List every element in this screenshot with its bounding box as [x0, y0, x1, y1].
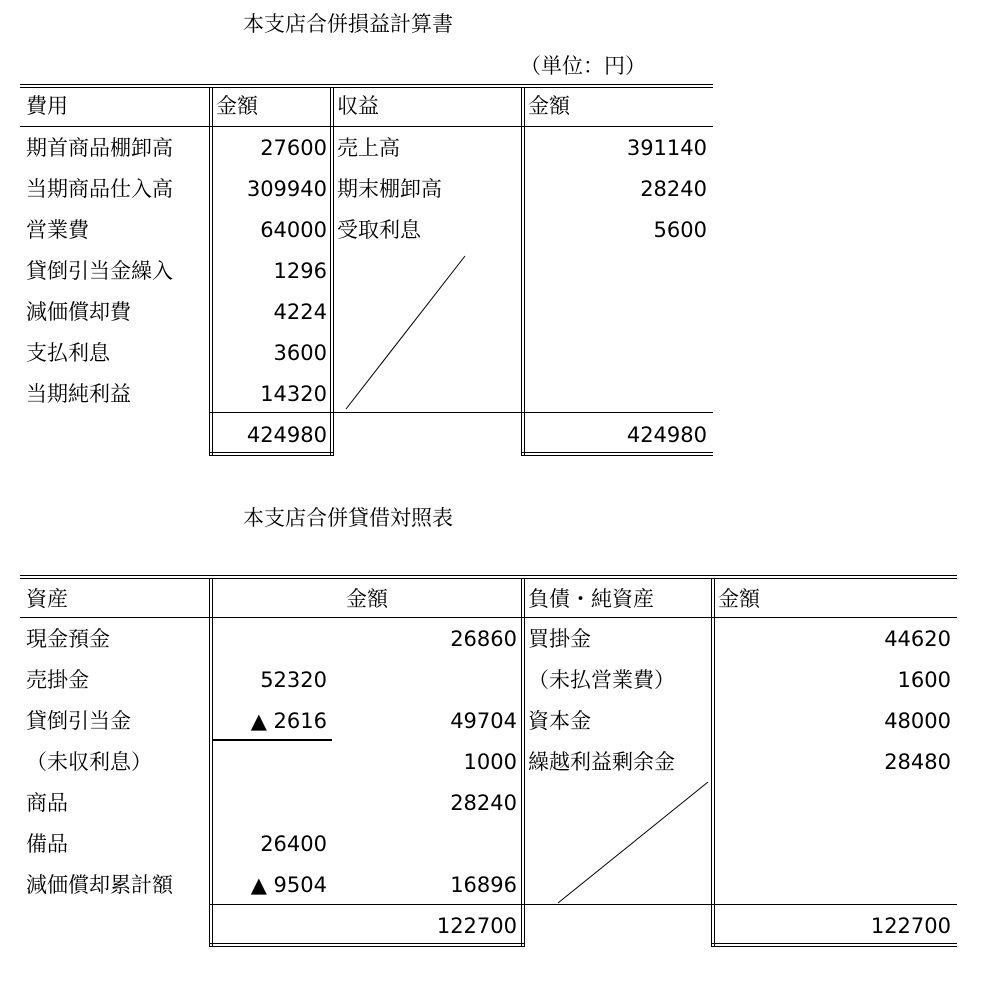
pl-expense-amount: 1296 [273, 259, 327, 283]
pl-revenue-amount: 391140 [626, 136, 707, 160]
bs-asset-label: 貸倒引当金 [26, 709, 131, 733]
pl-expense-amount: 64000 [260, 218, 327, 242]
pl-unit-label: （単位：円） [520, 54, 646, 78]
pl-revenue-label: 期末棚卸高 [337, 177, 442, 201]
pl-header-revenue: 収益 [337, 94, 379, 118]
pl-header-amount: 金額 [528, 94, 570, 118]
bs-title: 本支店合併貸借対照表 [243, 506, 453, 530]
bs-liability-amount: 44620 [884, 627, 951, 651]
pl-expense-amount: 14320 [260, 382, 327, 406]
bs-liability-amount: 1600 [897, 668, 951, 692]
bs-liability-amount: 28480 [884, 750, 951, 774]
pl-expense-label: 貸倒引当金繰入 [26, 259, 173, 283]
bs-asset-sub: ▲ 2616 [250, 709, 327, 733]
bs-liability-amount: 48000 [884, 709, 951, 733]
bs-asset-label: 売掛金 [26, 668, 89, 692]
bs-header-liabilities: 負債・純資産 [528, 587, 654, 611]
bs-asset-sub: ▲ 9504 [250, 873, 327, 897]
bs-asset-label: 減価償却累計額 [26, 873, 173, 897]
bs-total-right: 122700 [870, 914, 951, 938]
bs-asset-amount: 28240 [450, 791, 517, 815]
pl-expense-amount: 4224 [273, 300, 327, 324]
pl-revenue-amount: 5600 [653, 218, 707, 242]
bs-asset-label: 備品 [26, 832, 68, 856]
bs-liability-label: （未払営業費） [528, 668, 675, 692]
bs-asset-amount: 26860 [450, 627, 517, 651]
pl-expense-label: 期首商品棚卸高 [26, 136, 173, 160]
pl-expense-label: 減価償却費 [26, 300, 131, 324]
pl-diagonal-line [346, 256, 465, 409]
pl-expense-label: 当期純利益 [26, 382, 131, 406]
bs-header-amount: 金額 [718, 587, 760, 611]
pl-header-amount: 金額 [216, 94, 258, 118]
bs-asset-label: 商品 [26, 791, 68, 815]
bs-asset-sub: 26400 [260, 832, 327, 856]
bs-asset-label: 現金預金 [26, 627, 110, 651]
bs-total-left: 122700 [436, 914, 517, 938]
bs-liability-label: 繰越利益剰余金 [528, 750, 675, 774]
pl-expense-label: 営業費 [26, 218, 89, 242]
bs-asset-amount: 16896 [450, 873, 517, 897]
bs-asset-amount: 1000 [463, 750, 517, 774]
bs-liability-label: 資本金 [528, 709, 591, 733]
pl-expense-amount: 27600 [260, 136, 327, 160]
pl-revenue-label: 受取利息 [337, 218, 421, 242]
pl-expense-amount: 309940 [246, 177, 327, 201]
bs-header-assets: 資産 [26, 587, 68, 611]
pl-total-right: 424980 [626, 423, 707, 447]
pl-revenue-amount: 28240 [640, 177, 707, 201]
pl-header-expense: 費用 [26, 94, 68, 118]
bs-asset-label: （未収利息） [26, 750, 152, 774]
bs-header-amount: 金額 [346, 587, 388, 611]
bs-asset-sub: 52320 [260, 668, 327, 692]
pl-expense-label: 支払利息 [26, 341, 110, 365]
pl-total-left: 424980 [246, 423, 327, 447]
bs-liability-label: 買掛金 [528, 627, 591, 651]
pl-title: 本支店合併損益計算書 [243, 12, 453, 36]
pl-expense-amount: 3600 [273, 341, 327, 365]
bs-diagonal-line [558, 782, 708, 903]
bs-asset-amount: 49704 [450, 709, 517, 733]
pl-revenue-label: 売上高 [337, 136, 400, 160]
pl-expense-label: 当期商品仕入高 [26, 177, 173, 201]
